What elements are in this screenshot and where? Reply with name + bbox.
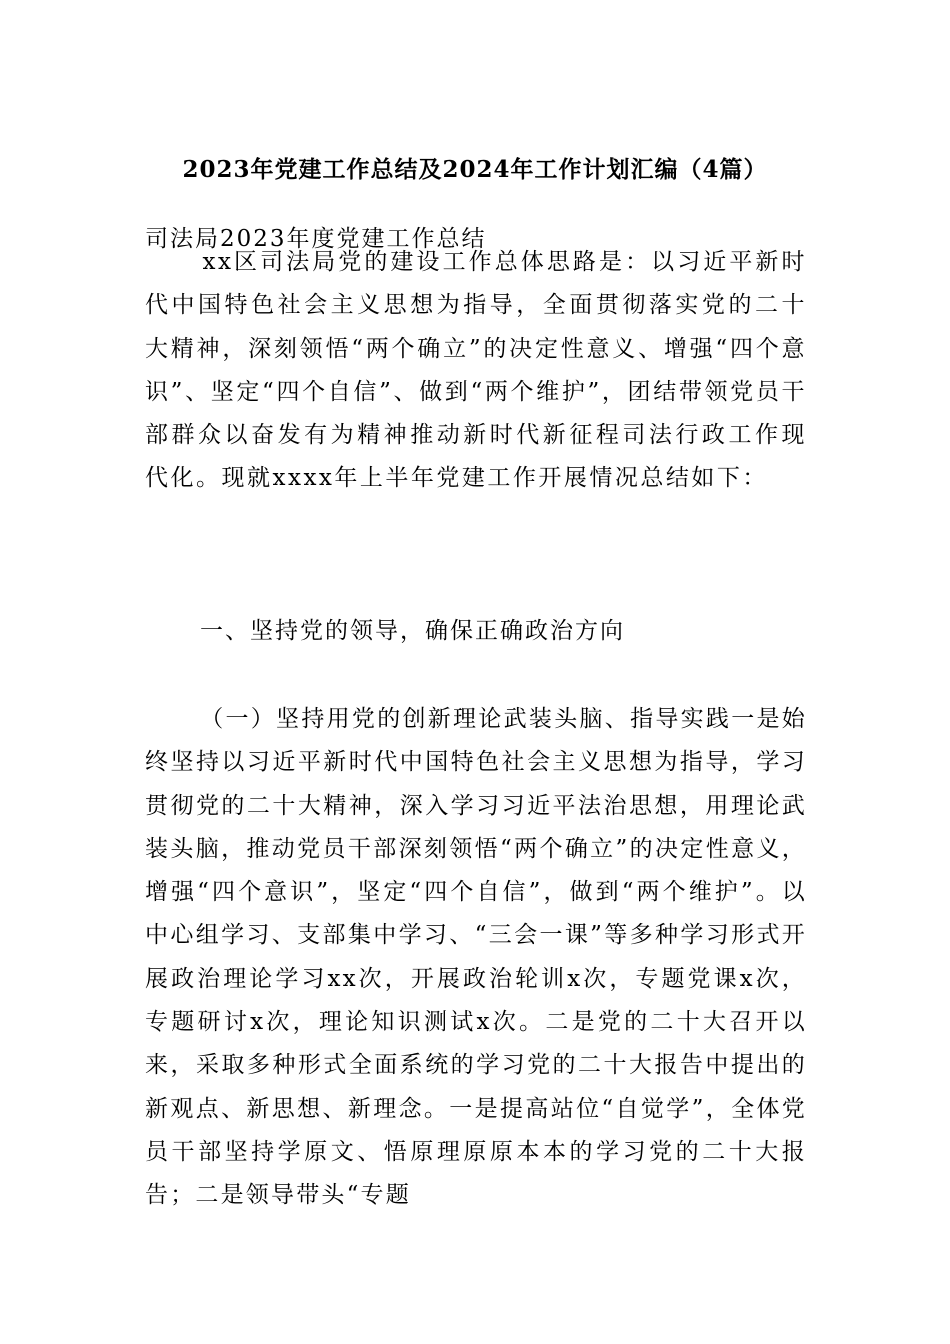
body-paragraph: （一）坚持用党的创新理论武装头脑、指导实践一是始终坚持以习近平新时代中国特色社会主义思想为指导，学习贯彻党的二十大精神，深入学习习近平法治思想，用理论武装头脑，推动党员干部深刻领悟“两个确立”的决定性意义，增强“四个意识”，坚定“四个自信”，做到“两个维护”。以中心组学习、支部集中学习、“三会一课”等多种学习形式开展政治理论学习xx次，开展政治轮训x次，专题党课x次，专题研讨x次，理论知识测试x次。二是党的二十大召开以来，采取多种形式全面系统的学习党的二十大报告中提出的新观点、新思想、新理念。一是提高站位“自觉学”，全体党员干部坚持学原文、悟原理原原本本的学习党的二十大报告；二是领导带头“专题 xyxy=(145,706,807,1209)
intro-paragraph: xx区司法局党的建设工作总体思路是：以习近平新时代中国特色社会主义思想为指导，全面贯彻落实党的二十大精神，深刻领悟“两个确立”的决定性意义、增强“四个意识”、坚定“四个自信”、做到“两个维护”，团结带领党员干部群众以奋发有为精神推动新时代新征程司法行政工作现代化。现就xxxx年上半年党建工作开展情况总结如下： xyxy=(145,249,807,492)
document-subtitle: 司法局2023年度党建工作总结 xyxy=(145,226,487,252)
document-title: 2023年党建工作总结及2024年工作计划汇编（4篇） xyxy=(182,156,768,183)
section-heading: 一、坚持党的领导，确保正确政治方向 xyxy=(200,618,625,644)
